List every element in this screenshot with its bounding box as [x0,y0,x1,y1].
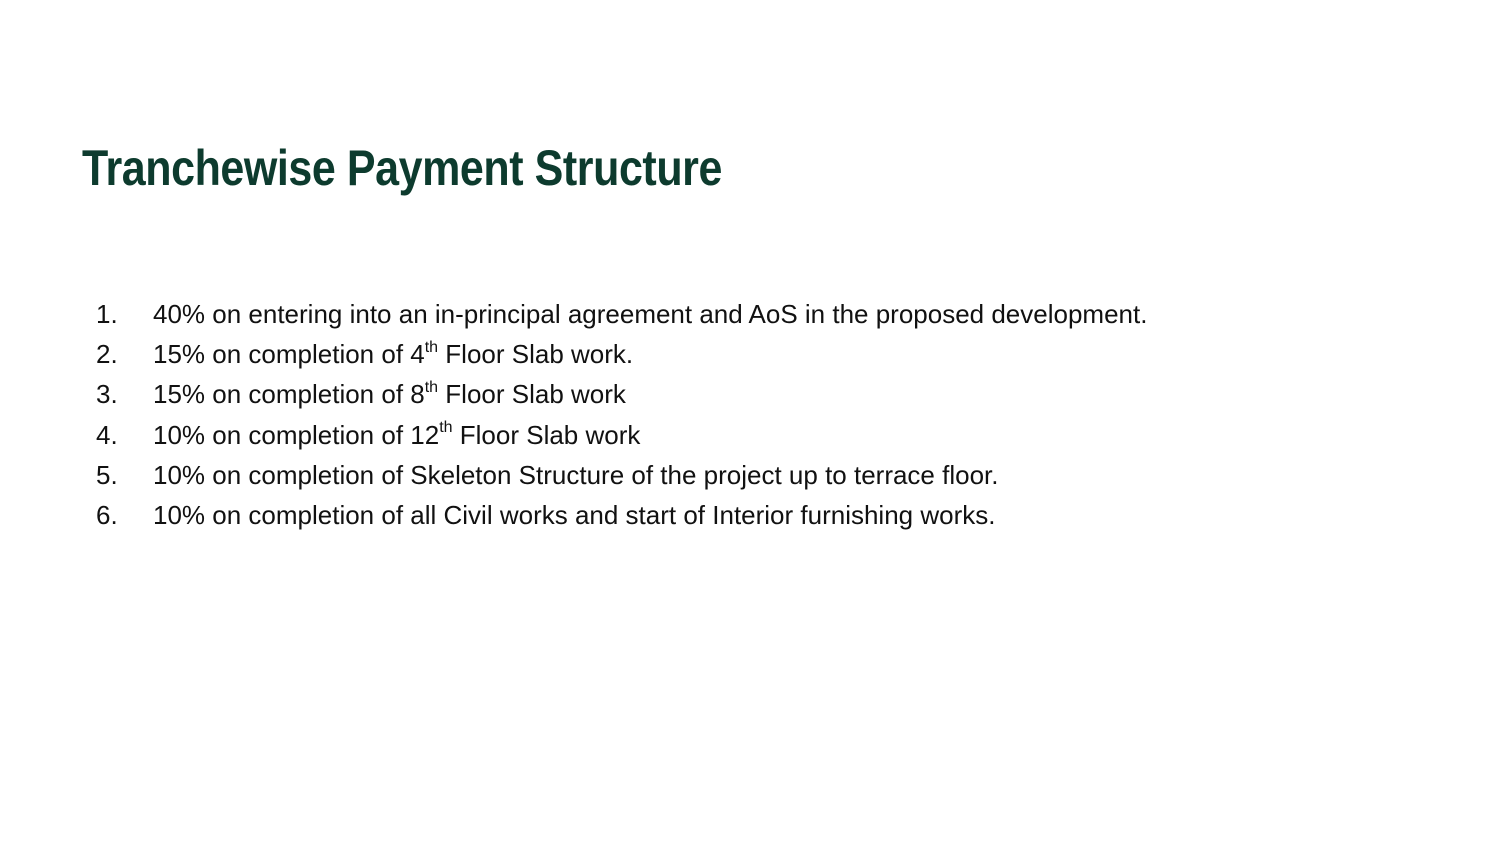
list-item-number: 5. [96,459,118,490]
list-item [96,334,1147,374]
list-item [96,495,1147,535]
list-item-number: 6. [96,499,118,530]
slide-title: Tranchewise Payment Structure [82,140,722,196]
list-item-text-rest: Floor Slab work. [438,339,634,370]
list-item-text-rest: Floor Slab work [438,379,626,410]
ordinal-suffix: th [439,418,453,436]
list-item [96,294,1147,334]
list-item-number: 1. [96,299,118,329]
list-item-number: 2. [96,339,118,370]
list-item-text [153,339,633,369]
list-item-number: 3. [96,379,118,410]
list-item-text-main: 10% on completion of 12 [153,419,440,450]
ordinal-suffix: th [424,378,439,396]
list-item-text [153,460,998,490]
list-item-text [153,379,626,409]
list-item [96,415,1147,455]
list-item-text-main: 15% on completion of 8 [153,379,425,410]
list-item [96,455,1147,495]
list-item [96,374,1147,414]
list-item-number: 4. [96,419,118,450]
list-item-text-main: 15% on completion of 4 [153,339,425,370]
ordinal-suffix: th [424,338,439,356]
payment-list [96,294,1147,535]
list-item-text-rest: Floor Slab work [452,419,641,450]
list-item-text-main: 40% on entering into an in-principal agreement and AoS in the proposed development. [153,299,1148,329]
list-item-text [153,420,640,450]
list-item-text [153,500,995,530]
list-item-text-main: 10% on completion of Skeleton Structure of the project up to terrace floor. [153,459,999,490]
list-item-text-main: 10% on completion of all Civil works and start of Interior furnishing works. [153,499,996,530]
list-item-text [153,299,1147,329]
